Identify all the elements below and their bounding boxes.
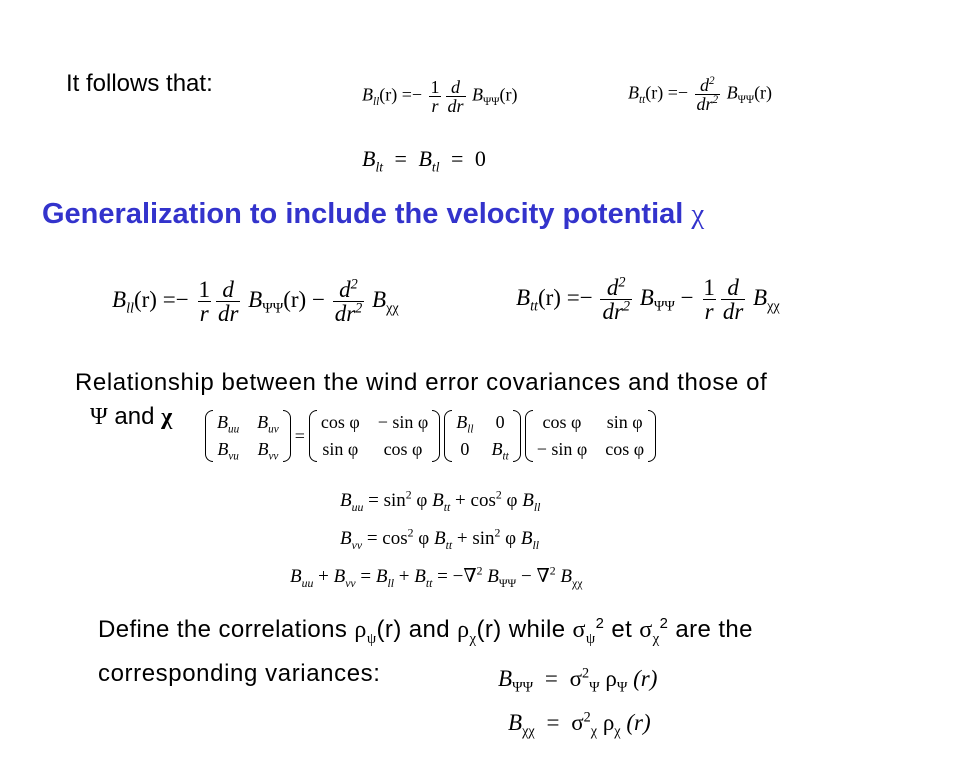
relationship-line-2: Ψ and χ [90,403,173,430]
matrix-blt: $B_{ll}$ 0 0 $B_{tt}$ [444,410,520,462]
equation-trace-laplacian: $B_{uu} + B_{vv} = B_{ll} + B_{tt} = -\nabla^2$ $B_{\Psi\Psi} - \nabla^2$ $B_{\chi\chi}$ [290,564,583,590]
equation-bll-psi: $B_{ll}(r)$ =− $\frac{1}{r}$ $\frac{d}{dr}$ $B_{\Psi\Psi}(r)$ [362,77,518,116]
matrix-buv: $B_{uu}$ $B_{uv}$ $B_{vu}$ $B_{vv}$ [205,410,291,462]
relationship-line-1: Relationship between the wind error covariances and those of [75,369,768,396]
equation-blt-btl-zero: $B_{lt} = B_{tl} = 0$ [362,146,486,175]
equation-buu: $B_{uu} = \sin^2 \varphi$ $B_{tt} + \cos^2 \varphi$ $B_{ll}$ [340,488,541,514]
equation-btt-psi: $B_{tt}(r)$ =− $\frac{d^2}{dr^2}$ $B_{\Psi\Psi}(r)$ [628,75,773,114]
matrix-rotation-transpose: cos φ sin φ − sin φ cos φ [525,410,656,462]
equation-bvv: $B_{vv} = \cos^2 \varphi$ $B_{tt} + \sin^2 \varphi$ $B_{ll}$ [340,526,540,552]
equation-bll-general: $B_{ll}(r)$ =− $\frac{1}{r}$ $\frac{d}{dr}$ $B_{\Psi\Psi}(r)$ − $\frac{d^2}{dr^2}$ $B_{\chi\chi}$ [112,276,399,326]
equation-btt-general: $B_{tt}(r)$ =− $\frac{d^2}{dr^2}$ $B_{\Psi\Psi}$ − $\frac{1}{r}$ $\frac{d}{dr}$ $B_{\chi\chi}$ [516,274,780,324]
equation-bchichi: $B_{\chi\chi} = \sigma^2_\chi$ $\rho_\chi$ (r) [508,709,651,740]
define-line-2: corresponding variances: [98,660,381,687]
section-heading: Generalization to include the velocity potential χ [42,198,705,230]
matrix-equation: $B_{uu}$ $B_{uv}$ $B_{vu}$ $B_{vv}$ = cos φ − sin φ sin φ cos φ $B_{ll}$ 0 0 $B_{tt}$ cos φ sin φ − sin φ cos φ [205,410,656,462]
equation-bpsipsi: $B_{\Psi\Psi} = \sigma^2_\Psi$ $\rho_\Psi$ (r) [498,665,658,696]
define-line-1: Define the correlations $\rho_\psi(r)$ and $\rho_\chi(r)$ while $\sigma_\psi^2$ et $\sigma_\chi^2$ are the [98,616,753,647]
intro-text: It follows that: [66,70,213,97]
matrix-rotation: cos φ − sin φ sin φ cos φ [309,410,440,462]
